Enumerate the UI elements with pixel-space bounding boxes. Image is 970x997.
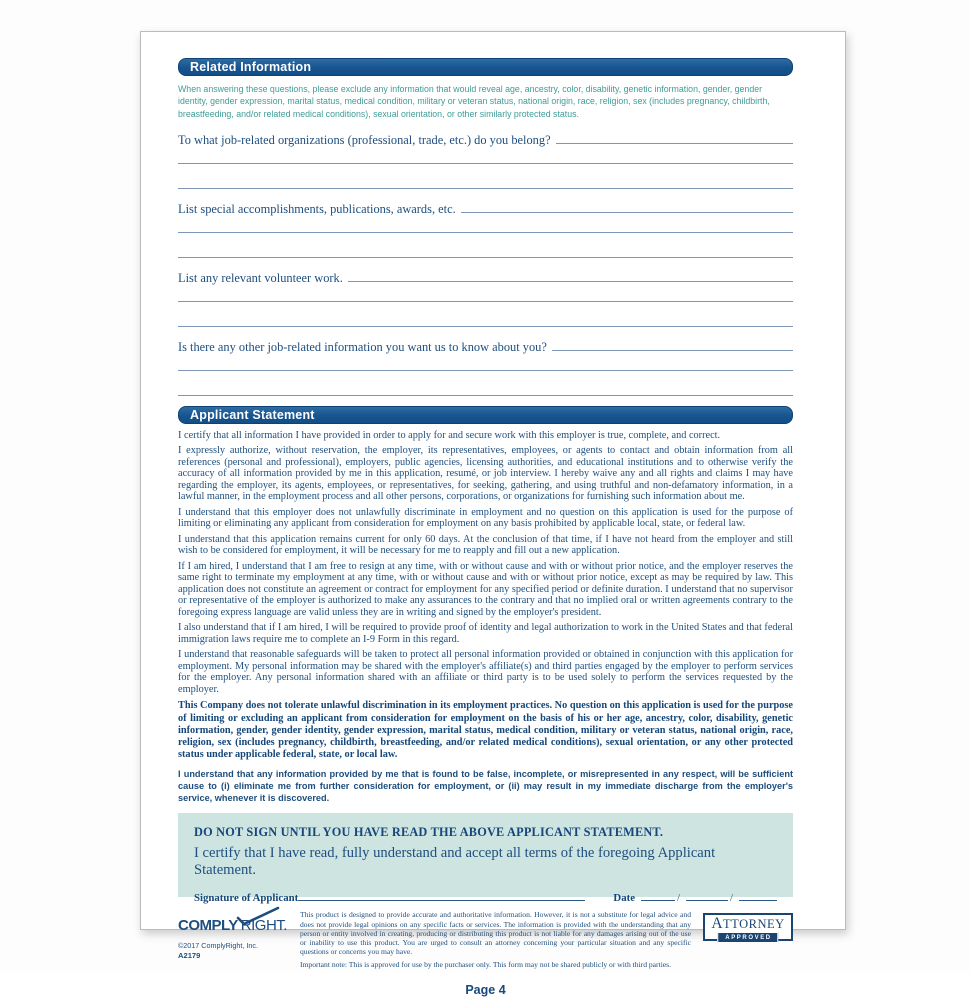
do-not-sign-warning: DO NOT SIGN UNTIL YOU HAVE READ THE ABOVE APPLICANT STATEMENT. bbox=[194, 825, 664, 840]
page-content bbox=[141, 32, 845, 997]
logo-text-comply: COMPLY bbox=[178, 917, 238, 935]
date-day-line[interactable] bbox=[686, 890, 728, 901]
question-row bbox=[178, 338, 793, 355]
answer-line[interactable] bbox=[552, 338, 793, 351]
related-information-header bbox=[178, 58, 793, 76]
date-separator: / bbox=[730, 892, 733, 905]
badge-attorney-text: ATTORNEY bbox=[711, 915, 785, 933]
date-separator: / bbox=[677, 892, 680, 905]
question-row bbox=[178, 131, 793, 148]
related-information-title: Related Information bbox=[190, 60, 312, 74]
copyright-text: ©2017 ComplyRight, Inc. bbox=[178, 941, 259, 951]
question-group bbox=[178, 131, 793, 189]
signature-box bbox=[178, 813, 793, 905]
legal-disclaimer bbox=[290, 910, 703, 969]
question-row bbox=[178, 269, 793, 286]
answer-line[interactable] bbox=[178, 188, 793, 189]
statement-paragraph: I expressly authorize, without reservation, the employer, its representatives, employees, or agents to contact and obtain information from all references (personal and professional), employers, public agencies, licensing authorities, and educational institutions and to otherwise verify the accuracy of all information provided by me in this application, resumé, or job interview. I hereby waive any and all rights and claims I may have regarding the employer, its agents, employees, or representatives, for seeking, gathering, and using truthful and non-defamatory information, in a lawful manner, in the employment process and all other persons, corporations, or organizations for furnishing such information about me. bbox=[178, 445, 793, 503]
complyright-wordmark bbox=[178, 910, 290, 935]
form-number: A2179 bbox=[178, 951, 201, 961]
applicant-statement-header bbox=[178, 406, 793, 424]
question-label: List any relevant volunteer work. bbox=[178, 270, 343, 285]
statement-paragraph: If I am hired, I understand that I am free to resign at any time, with or without cause and with or without prior notice, and the employer reserves the same right to terminate my employment at any time, with or without cause and with or without prior notice, except as may be required by law. This application does not constitute an agreement or contract for employment for any specified period or definite duration. I understand that no supervisor or representative of the employer is authorized to make any assurances to the contrary and that no implied oral or written agreements contrary to the foregoing express language are valid unless they are in writing and signed by the employer's president. bbox=[178, 560, 793, 618]
related-information-instructions: When answering these questions, please exclude any information that would reveal age, ancestry, color, disability, genetic information, gender, gender identity, gender expression, marital status, medical condition, military or veteran status, national origin, race, religion, sex (includes pregnancy, childbirth, breastfeeding, and/or related medical conditions), sexual orientation, or other similarly protected status. bbox=[178, 84, 770, 119]
statement-paragraph: I understand that this employer does not unlawfully discriminate in employment and no question on this application is used for the purpose of limiting or eliminating any applicant from consideration for employment on any basis prohibited by applicable local, state, or federal law. bbox=[178, 506, 793, 530]
answer-line[interactable] bbox=[178, 257, 793, 258]
statement-paragraph-falsification: I understand that any information provided by me that is found to be false, incomplete, or misrepresented in any respect, will be sufficient cause to (i) eliminate me from further consideration for employment, or (ii) may result in my immediate discharge from the employer's service, whenever it is discovered. bbox=[178, 769, 793, 804]
question-label: To what job-related organizations (professional, trade, etc.) do you belong? bbox=[178, 132, 551, 147]
question-row bbox=[178, 200, 793, 217]
question-group bbox=[178, 338, 793, 396]
signature-line[interactable] bbox=[298, 890, 585, 901]
statement-paragraph: I certify that all information I have provided in order to apply for and secure work with this employer is true, complete, and correct. bbox=[178, 429, 721, 441]
date-year-line[interactable] bbox=[739, 890, 777, 901]
applicant-statement-title: Applicant Statement bbox=[190, 407, 315, 422]
statement-paragraph-nondiscrimination: This Company does not tolerate unlawful discrimination in its employment practices. No question on this application is used for the purpose of limiting or excluding an applicant from consideration for employment on the basis of his or her age, ancestry, color, disability, genetic information, gender, gender identity, gender expression, marital status, medical condition, military or veteran status, national origin, race, religion, sex (includes pregnancy, childbirth, breastfeeding, and/or related medical conditions), sexual orientation, or any other protected status under applicable federal, state, or local law. bbox=[178, 700, 793, 761]
answer-line[interactable] bbox=[348, 269, 793, 282]
question-label: List special accomplishments, publications, awards, etc. bbox=[178, 201, 456, 216]
date-month-line[interactable] bbox=[641, 890, 675, 901]
answer-line[interactable] bbox=[178, 301, 793, 302]
statement-paragraph: I also understand that if I am hired, I will be required to provide proof of identity and legal authorization to work in the United States and that federal immigration laws require me to complete an I-9 Form in this regard. bbox=[178, 622, 793, 645]
important-note: Important note: This is approved for use by the purchaser only. This form may not be shared publicly or with third parties. bbox=[300, 960, 672, 970]
answer-line[interactable] bbox=[461, 200, 793, 213]
badge-approved-text: APPROVED bbox=[717, 932, 778, 943]
attorney-approved-badge bbox=[703, 913, 793, 941]
complyright-logo bbox=[178, 910, 290, 960]
application-form-page bbox=[140, 31, 846, 997]
check-swoosh-icon bbox=[235, 906, 281, 926]
question-group bbox=[178, 200, 793, 258]
question-label: Is there any other job-related information you want us to know about you? bbox=[178, 339, 547, 354]
question-group bbox=[178, 269, 793, 327]
answer-line[interactable] bbox=[178, 395, 793, 396]
certify-statement: I certify that I have read, fully understand and accept all terms of the foregoing Applicant Statement. bbox=[194, 845, 716, 879]
signature-label: Signature of Applicant bbox=[194, 892, 299, 905]
statement-paragraph: I understand that this application remains current for only 60 days. At the conclusion of that time, if I have not heard from the employer and still wish to be considered for employment, it will be necessary for me to reapply and fill out a new application. bbox=[178, 533, 793, 557]
page-footer bbox=[178, 910, 793, 969]
statement-paragraph: I understand that reasonable safeguards will be taken to protect all personal information provided or obtained in conjunction with this application for employment. My personal information may be shared with the employer's affiliate(s) and third parties engaged by the employer to perform services for the employer. Any personal information shared with an affiliate or third party is to be used solely to perform the services requested by the employer. bbox=[178, 649, 793, 695]
signature-row bbox=[194, 890, 777, 904]
date-label: Date bbox=[613, 892, 635, 905]
answer-line[interactable] bbox=[178, 232, 793, 233]
answer-line[interactable] bbox=[178, 326, 793, 327]
answer-line[interactable] bbox=[178, 370, 793, 371]
disclaimer-text: This product is designed to provide accurate and authoritative information. However, it is not a substitute for legal advice and does not provide legal opinions on any specific facts or services. The information is provided with the understanding that any person or entity involved in creating, producing or distributing this product is not liable for any damages arising out of the use or inability to use this product. You are urged to consult an attorney concerning your particular situation and any specific questions or concerns you may have. bbox=[300, 910, 691, 957]
answer-line[interactable] bbox=[178, 163, 793, 164]
logo-text-right: RIGHT. bbox=[240, 917, 287, 935]
applicant-statement-body bbox=[178, 430, 793, 805]
answer-line[interactable] bbox=[556, 131, 793, 144]
page-number: Page 4 bbox=[465, 982, 506, 997]
